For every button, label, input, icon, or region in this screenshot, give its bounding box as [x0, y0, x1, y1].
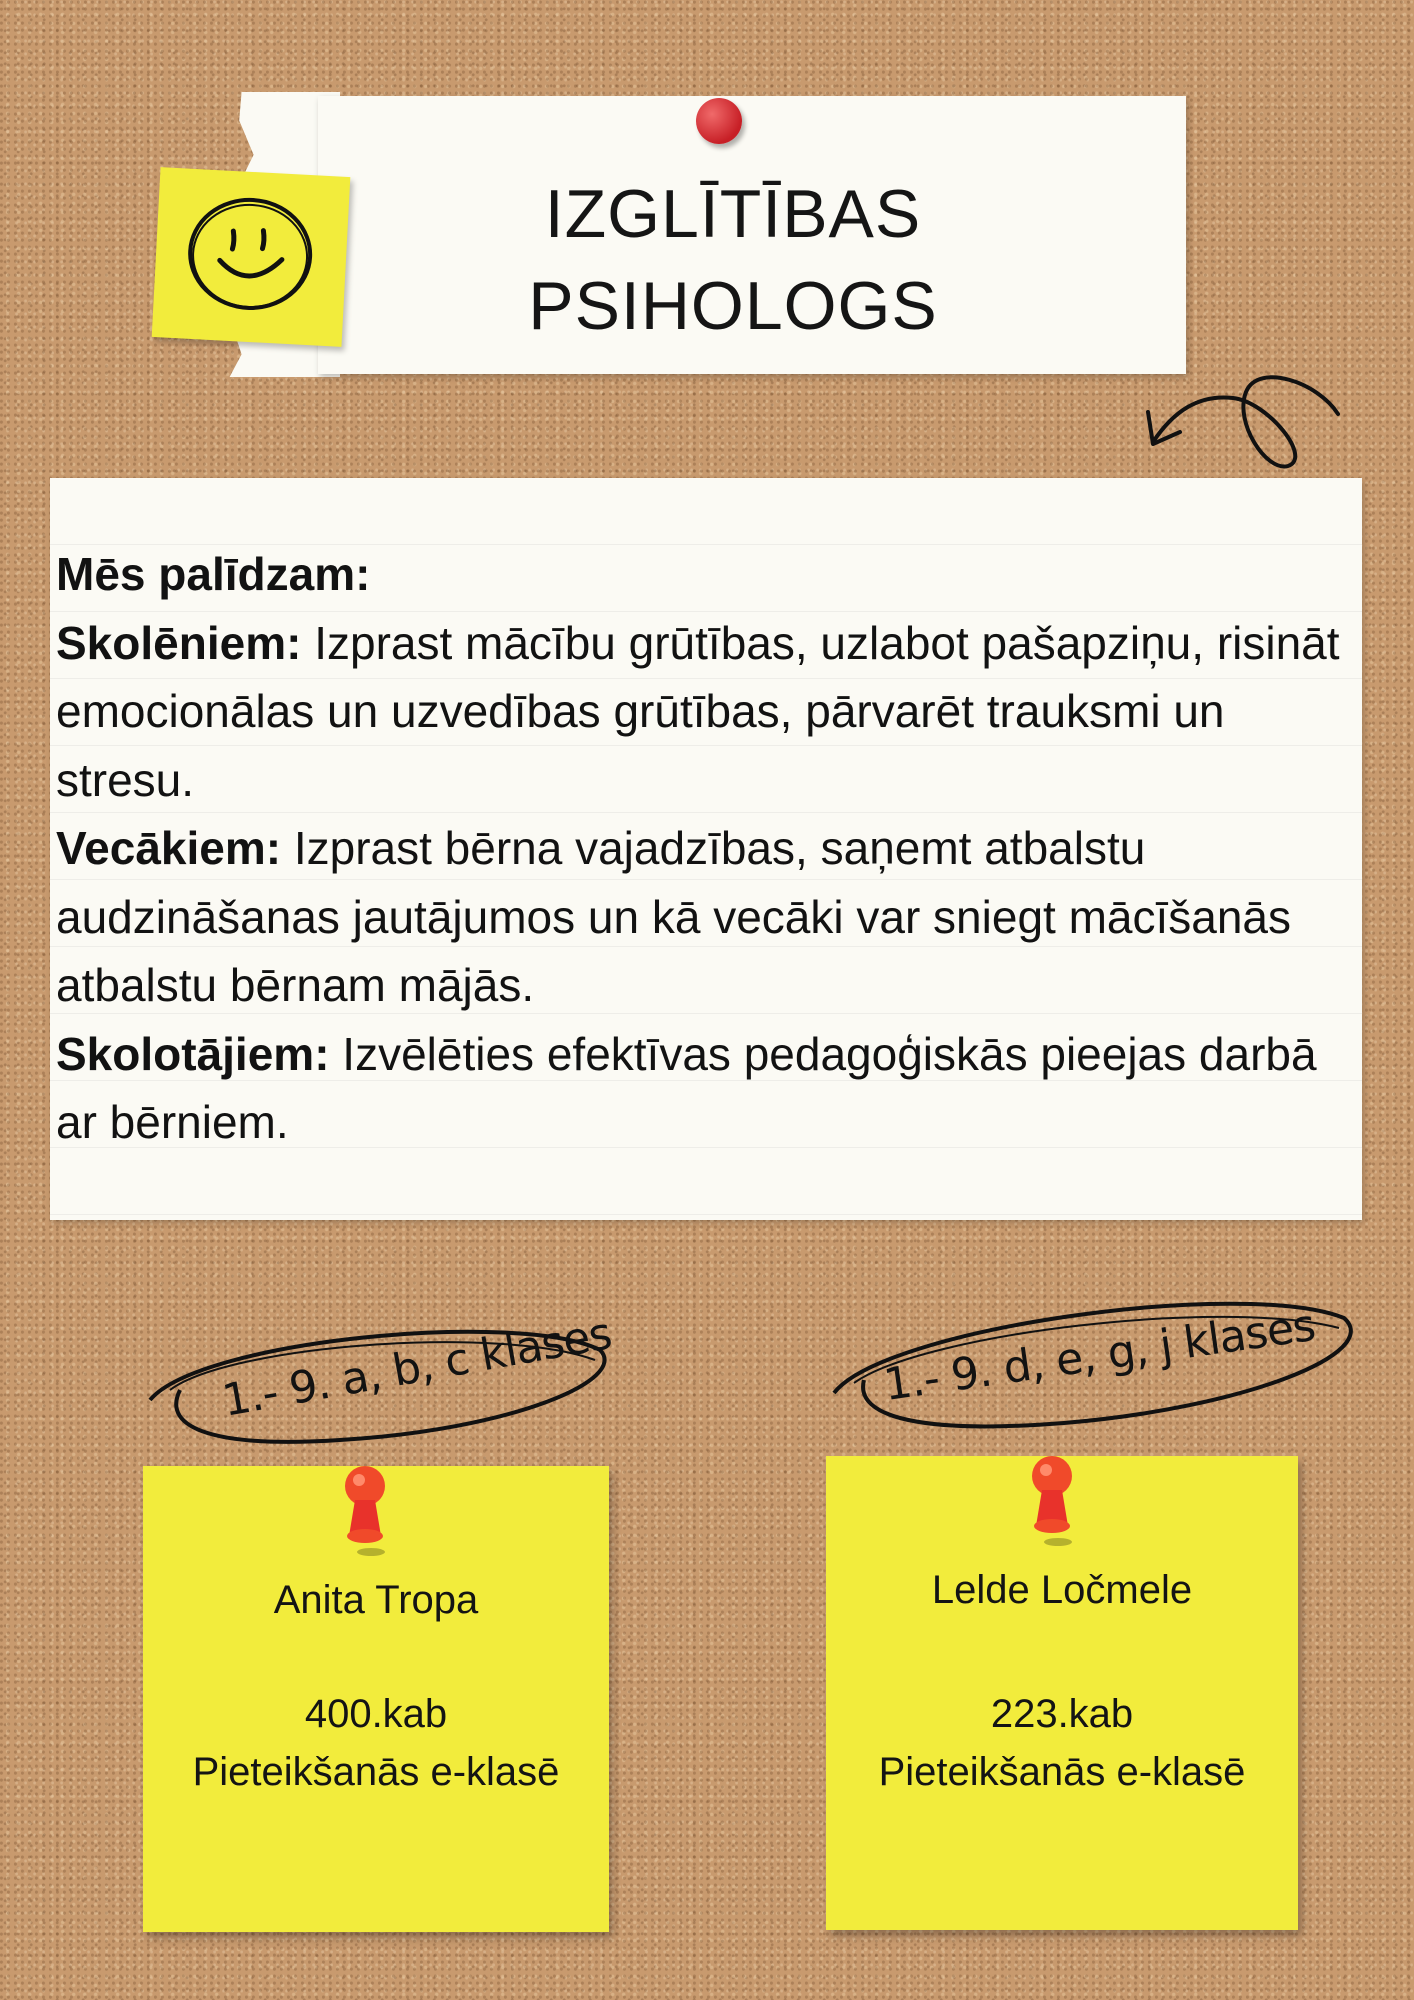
class-label-text: 1.- 9. a, b, c klases: [218, 1308, 615, 1427]
group-label: Skolotājiem:: [56, 1027, 330, 1080]
group-text: Izprast bērna vajadzības, saņemt atbalstu audzināšanas jautājumos un kā vecāki var sniegt mācīšanās atbalstu bērnam mājās.: [56, 822, 1292, 1011]
help-group-teachers: [56, 1020, 1356, 1157]
sticky-note-left: [143, 1466, 609, 1932]
psychologist-name: Lelde Ločmele: [931, 1568, 1193, 1612]
help-text-block: [56, 540, 1356, 1157]
class-label-left: [140, 1290, 620, 1470]
apply-info: Pieteikšanās e-klasē: [878, 1750, 1246, 1794]
title-line-1: IZGLĪTĪBAS: [544, 176, 922, 252]
curly-arrow-icon: [1138, 362, 1348, 477]
smiley-sticky-note: [152, 167, 351, 347]
title-pin-icon: [696, 98, 742, 144]
title-line-2: PSIHOLOGS: [528, 268, 938, 344]
sticky-note-right: [826, 1456, 1298, 1930]
psychologist-name: Anita Tropa: [273, 1578, 479, 1622]
push-pin-icon: [335, 1466, 397, 1556]
smiley-icon: [177, 186, 324, 323]
room-number: 223.kab: [990, 1692, 1134, 1736]
group-text: Izvēlēties efektīvas pedagoģiskās pieejas darbā ar bērniem.: [56, 1027, 1317, 1148]
class-label-right: [824, 1268, 1364, 1448]
class-label-text: 1.- 9. d, e, g, j klases: [880, 1300, 1318, 1411]
push-pin-icon: [1022, 1456, 1084, 1546]
apply-info: Pieteikšanās e-klasē: [192, 1750, 560, 1794]
group-text: Izprast mācību grūtības, uzlabot pašapziņu, risināt emocionālas un uzvedības grūtības, pārvarēt trauksmi un stresu.: [56, 616, 1340, 806]
room-number: 400.kab: [304, 1692, 448, 1736]
help-group-parents: [56, 814, 1356, 1020]
help-group-students: [56, 609, 1356, 815]
help-heading: Mēs palīdzam:: [56, 548, 371, 600]
group-label: Skolēniem:: [56, 616, 302, 669]
page-title: [318, 168, 1148, 352]
group-label: Vecākiem:: [56, 822, 282, 874]
